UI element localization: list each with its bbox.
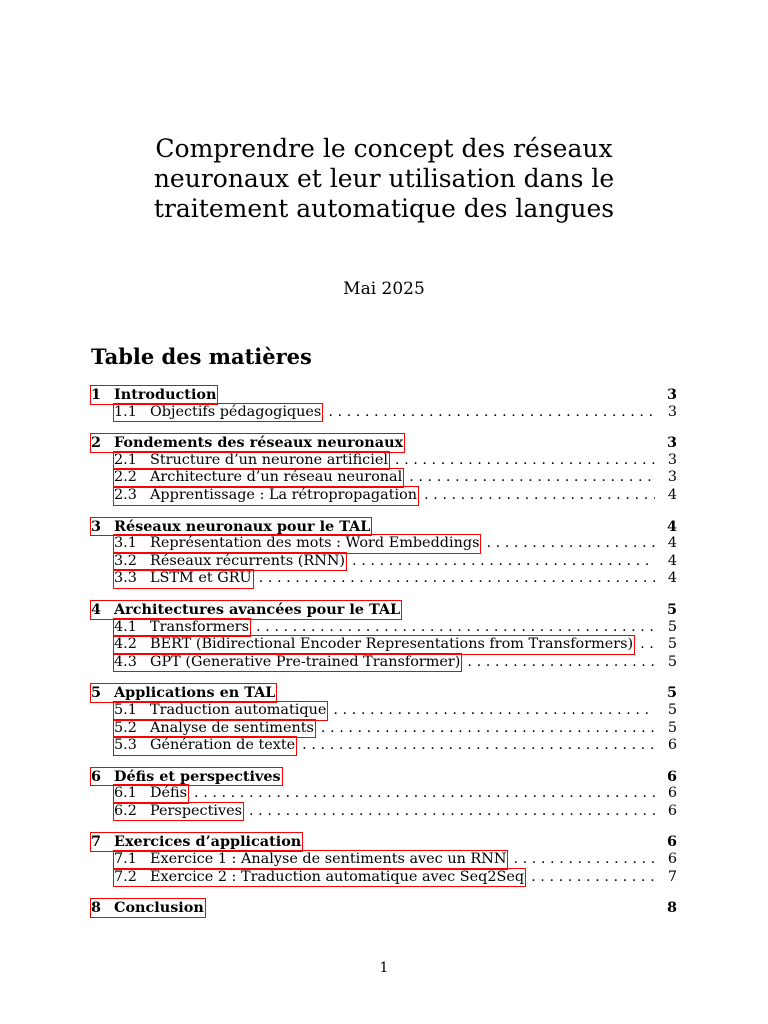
toc-section-link[interactable] (91, 601, 401, 619)
toc-section-link[interactable] (91, 518, 371, 536)
toc-subsection-number: 7.1 (114, 851, 137, 868)
toc-subsection-link[interactable] (114, 469, 403, 487)
toc-page-number: 6 (666, 767, 677, 785)
toc-subsection-link[interactable] (114, 737, 296, 755)
toc-section-number: 2 (91, 434, 102, 452)
toc-section-link[interactable] (91, 768, 282, 786)
toc-subsection-number: 5.3 (114, 737, 137, 754)
document-title (0, 134, 768, 224)
toc-section-link[interactable] (91, 386, 217, 404)
toc-subsection-number: 2.2 (114, 469, 137, 486)
toc-subsection-number: 4.2 (114, 636, 137, 653)
toc-section-title: Architectures avancées pour le TAL (114, 600, 401, 618)
toc-subentry (91, 636, 677, 654)
toc-page-number: 4 (667, 570, 677, 587)
toc-subsection-title: Exercice 1 : Analyse de sentiments avec un RNN (150, 851, 507, 868)
toc-page-number: 8 (666, 899, 677, 917)
toc-subentry (91, 619, 677, 637)
toc-subsection-link[interactable] (114, 720, 315, 738)
toc-entry (91, 518, 677, 536)
toc-page-number: 6 (667, 802, 677, 819)
toc-subsection-title: Structure d’un neurone artificiel (150, 451, 388, 468)
toc-entry (91, 434, 677, 452)
toc-page-number: 3 (666, 386, 677, 403)
toc-section-link[interactable] (91, 684, 276, 702)
toc-subsection-number: 3.2 (114, 552, 137, 569)
toc-subsection-number: 4.3 (114, 653, 137, 670)
toc-subsection-title: Apprentissage : La rétropropagation (150, 486, 418, 503)
toc-subsection-link[interactable] (114, 851, 507, 869)
toc-subentry (91, 487, 677, 505)
toc-section (91, 833, 677, 886)
toc-page-number: 3 (667, 403, 677, 420)
toc-section (91, 386, 677, 421)
toc-dot-leader (259, 570, 655, 588)
toc-subentry (91, 803, 677, 821)
toc-section-number: 1 (91, 386, 102, 403)
toc-subentry (91, 869, 677, 887)
toc-section-number: 3 (91, 517, 102, 535)
toc-section-number: 6 (91, 767, 102, 785)
toc-page-number: 5 (666, 684, 677, 702)
toc-section-title: Fondements des réseaux neuronaux (114, 434, 404, 452)
toc-subsection-link[interactable] (114, 636, 634, 654)
toc-dot-leader (395, 452, 655, 470)
toc-dot-leader (352, 553, 655, 571)
toc-page-number: 5 (666, 600, 677, 618)
toc-subsection-title: Transformers (150, 618, 250, 635)
toc-page-number: 6 (667, 851, 677, 868)
toc-page-number: 4 (667, 486, 677, 503)
toc-dot-leader (424, 487, 655, 505)
toc-subsection-number: 2.3 (114, 486, 137, 503)
toc-section-link[interactable] (91, 833, 302, 851)
toc-section (91, 768, 677, 821)
toc-subsection-number: 5.1 (114, 701, 137, 718)
toc-entry (91, 899, 677, 917)
toc-subsection-title: Analyse de sentiments (150, 719, 314, 736)
toc-entry (91, 684, 677, 702)
toc-subentry (91, 570, 677, 588)
title-line: traitement automatique des langues (153, 194, 615, 223)
toc-subsection-number: 4.1 (114, 618, 137, 635)
toc-subsection-link[interactable] (114, 535, 480, 553)
toc-section-title: Introduction (114, 386, 217, 403)
toc-subsection-number: 2.1 (114, 451, 137, 468)
toc-heading: Table des matières (91, 344, 312, 369)
toc-subentry (91, 404, 677, 422)
toc-subentry (91, 737, 677, 755)
toc-subsection-title: Défis (150, 785, 188, 802)
toc-section-title: Exercices d’application (114, 833, 302, 851)
toc-subsection-number: 3.1 (114, 535, 137, 552)
toc-dot-leader (640, 636, 655, 654)
toc-dot-leader (194, 785, 655, 803)
toc-subentry (91, 469, 677, 487)
toc-dot-leader (486, 535, 655, 553)
toc-subentry (91, 785, 677, 803)
toc-subsection-link[interactable] (114, 452, 389, 470)
toc-subsection-title: Architecture d’un réseau neuronal (150, 469, 403, 486)
toc-subsection-link[interactable] (114, 803, 243, 821)
toc-subsection-title: BERT (Bidirectional Encoder Representations from Transformers) (150, 636, 634, 653)
toc-page-number: 4 (667, 535, 677, 552)
toc-dot-leader (302, 737, 655, 755)
toc-section (91, 899, 677, 917)
toc-section-title: Réseaux neuronaux pour le TAL (114, 517, 371, 535)
toc-dot-leader (249, 803, 655, 821)
toc-section (91, 434, 677, 504)
title-line: neuronaux et leur utilisation dans le (153, 164, 615, 193)
toc-subentry (91, 851, 677, 869)
toc-page-number: 5 (667, 719, 677, 736)
toc-subsection-number: 3.3 (114, 570, 137, 587)
toc-section-title: Applications en TAL (114, 684, 276, 702)
toc-page-number: 6 (667, 785, 677, 802)
toc-subsection-link[interactable] (114, 869, 525, 887)
toc-page-number: 3 (666, 434, 677, 452)
toc-page-number: 4 (666, 517, 677, 535)
toc-page-number: 7 (667, 868, 677, 885)
toc-subsection-title: Exercice 2 : Traduction automatique avec Seq2Seq (150, 868, 525, 885)
toc-page-number: 5 (667, 653, 677, 670)
toc-subsection-link[interactable] (114, 702, 327, 720)
toc-dot-leader (333, 702, 655, 720)
toc-subsection-link[interactable] (114, 654, 461, 672)
toc-section-number: 4 (91, 600, 102, 618)
table-of-contents (91, 386, 677, 930)
toc-page-number: 5 (667, 636, 677, 653)
toc-subsection-title: GPT (Generative Pre-trained Transformer) (150, 653, 461, 670)
toc-dot-leader (409, 469, 655, 487)
toc-subsection-title: Traduction automatique (150, 701, 327, 718)
toc-page-number: 5 (667, 618, 677, 635)
toc-dot-leader (256, 619, 655, 637)
toc-entry (91, 833, 677, 851)
toc-subentry (91, 654, 677, 672)
toc-section-link[interactable] (91, 899, 205, 917)
toc-page-number: 3 (667, 451, 677, 468)
toc-page-number: 6 (667, 737, 677, 754)
toc-subsection-number: 7.2 (114, 868, 137, 885)
toc-section (91, 518, 677, 588)
toc-dot-leader (531, 869, 655, 887)
toc-subsection-link[interactable] (114, 619, 250, 637)
toc-dot-leader (328, 404, 655, 422)
page-number: 1 (379, 960, 389, 976)
toc-subsection-title: Réseaux récurrents (RNN) (150, 552, 346, 569)
toc-subsection-title: Objectifs pédagogiques (150, 403, 322, 420)
toc-entry (91, 386, 677, 404)
toc-page-number: 4 (667, 552, 677, 569)
toc-section (91, 601, 677, 671)
toc-subsection-link[interactable] (114, 487, 418, 505)
toc-subentry (91, 702, 677, 720)
toc-entry (91, 601, 677, 619)
toc-subsection-number: 5.2 (114, 719, 137, 736)
toc-section-title: Conclusion (114, 899, 204, 917)
toc-section-number: 7 (91, 833, 102, 851)
toc-section-link[interactable] (91, 434, 404, 452)
toc-subsection-link[interactable] (114, 785, 188, 803)
toc-subsection-title: Représentation des mots : Word Embeddings (150, 535, 480, 552)
toc-section-title: Défis et perspectives (114, 767, 281, 785)
toc-section-number: 5 (91, 684, 102, 702)
toc-subentry (91, 553, 677, 571)
title-line: Comprendre le concept des réseaux (155, 134, 613, 163)
toc-dot-leader (467, 654, 655, 672)
toc-page-number: 5 (667, 701, 677, 718)
document-date: Mai 2025 (343, 279, 425, 299)
toc-subsection-number: 6.2 (114, 802, 137, 819)
toc-entry (91, 768, 677, 786)
toc-subsection-number: 1.1 (114, 403, 137, 420)
toc-subentry (91, 535, 677, 553)
toc-section (91, 684, 677, 754)
toc-subentry (91, 720, 677, 738)
toc-section-number: 8 (91, 899, 102, 917)
toc-page-number: 6 (666, 833, 677, 851)
toc-subsection-link[interactable] (114, 570, 253, 588)
toc-subsection-title: Génération de texte (150, 737, 296, 754)
toc-subsection-number: 6.1 (114, 785, 137, 802)
toc-subentry (91, 452, 677, 470)
toc-subsection-link[interactable] (114, 553, 346, 571)
toc-page-number: 3 (667, 469, 677, 486)
toc-dot-leader (513, 851, 655, 869)
toc-subsection-link[interactable] (114, 404, 322, 422)
toc-subsection-title: LSTM et GRU (150, 570, 252, 587)
toc-dot-leader (321, 720, 655, 738)
toc-subsection-title: Perspectives (150, 802, 243, 819)
